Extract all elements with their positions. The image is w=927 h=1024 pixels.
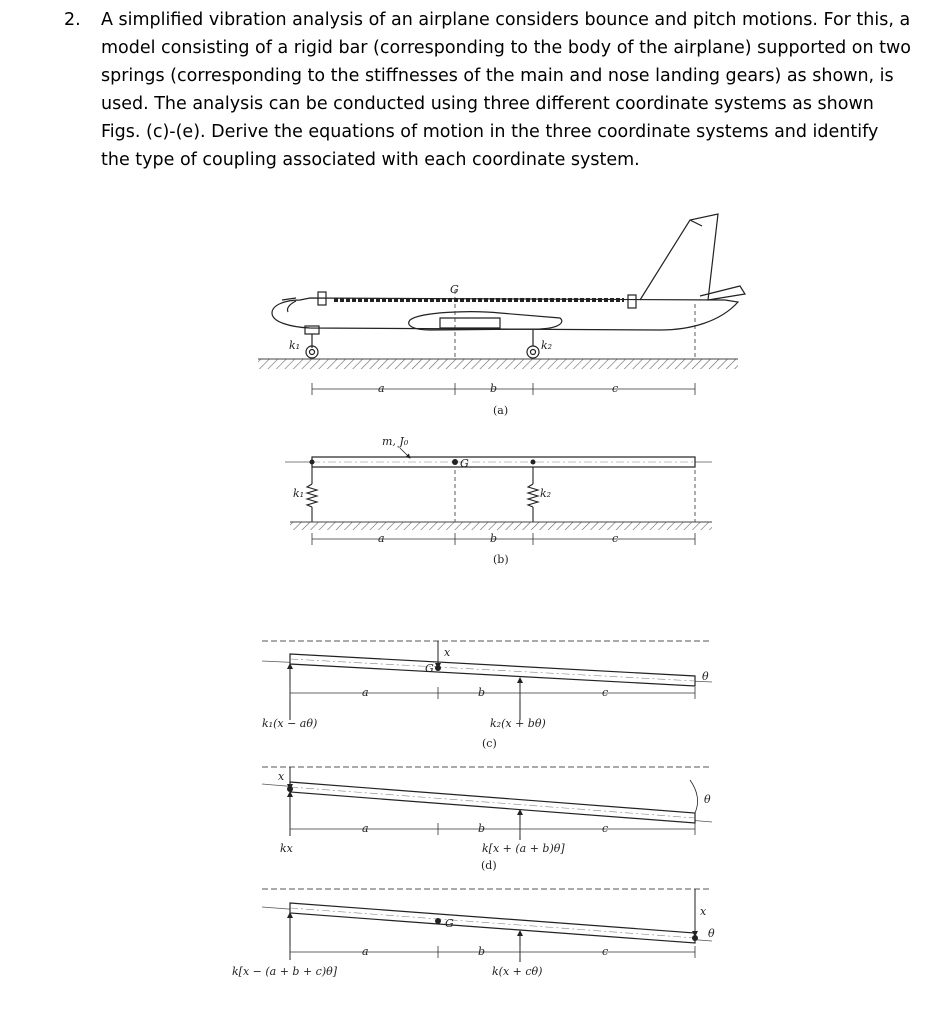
- force-c-left: k₁(x − aθ): [262, 717, 318, 730]
- spring-k2: [528, 460, 538, 522]
- label-d-x: x: [278, 770, 285, 783]
- label-b-k1: k₁: [293, 487, 305, 500]
- dim-e-b: b: [478, 945, 486, 958]
- label-d-theta: θ: [704, 793, 711, 806]
- force-e-left: k[x − (a + b + c)θ]: [232, 965, 338, 978]
- dim-c-a: a: [362, 686, 369, 699]
- dim-a-a: a: [378, 382, 385, 395]
- dim-d-c: c: [602, 822, 609, 835]
- dim-d-b: b: [478, 822, 486, 835]
- caption-d: (d): [481, 859, 497, 872]
- label-e-G: G: [445, 917, 454, 930]
- label-a-k2: k₂: [541, 339, 553, 352]
- label-a-G: G: [450, 283, 459, 296]
- label-a-k1: k₁: [289, 339, 301, 352]
- label-c-theta: θ: [702, 670, 709, 683]
- dimension-a: [312, 383, 695, 395]
- force-e-right: k(x + cθ): [492, 965, 543, 978]
- dim-d-a: a: [362, 822, 369, 835]
- ground-a: [258, 359, 738, 369]
- dimension-b: [312, 533, 695, 545]
- dim-b-b: b: [490, 532, 498, 545]
- dimension-d: [290, 823, 695, 835]
- label-c-x: x: [444, 646, 451, 659]
- dim-b-a: a: [378, 532, 385, 545]
- label-e-theta: θ: [708, 927, 715, 940]
- label-b-G: G: [460, 457, 469, 470]
- figure-a: [258, 214, 745, 417]
- main-gear: [527, 330, 539, 358]
- label-c-G: G: [425, 662, 434, 675]
- label-e-x: x: [700, 905, 707, 918]
- nose-gear: [305, 326, 319, 358]
- caption-a: (a): [493, 404, 509, 417]
- dim-c-c: c: [602, 686, 609, 699]
- dim-a-b: b: [490, 382, 498, 395]
- dimension-e: [290, 946, 695, 958]
- dim-e-c: c: [602, 945, 609, 958]
- problem-number: 2.: [64, 10, 81, 30]
- airplane-drawing: [272, 214, 745, 330]
- caption-c: (c): [482, 737, 497, 750]
- dim-e-a: a: [362, 945, 369, 958]
- figure-e: [232, 889, 715, 978]
- ground-b: [290, 522, 712, 530]
- label-b-k2: k₂: [540, 487, 552, 500]
- problem-text: A simplified vibration analysis of an airplane considers bounce and pitch motions. For this, a model consisting of a rigid bar (corresponding to the body of the airplane) supported on two springs (corresponding to the stiffnesses of the main and nose landing gears) as shown, is used. The analysis can be conducted using three different coordinate systems as shown Figs. (c)-(e). Derive the equations of motion in the three coordinate systems and identify the type of coupling associated with each coordinate system.: [101, 10, 911, 170]
- figure-c: [262, 641, 712, 750]
- dim-b-c: c: [612, 532, 619, 545]
- dim-a-c: c: [612, 382, 619, 395]
- force-d-right: k[x + (a + b)θ]: [482, 842, 565, 855]
- label-b-mass: m, J₀: [382, 435, 409, 448]
- force-d-left: kx: [280, 842, 293, 855]
- spring-k1: [307, 460, 317, 522]
- dim-c-b: b: [478, 686, 486, 699]
- caption-b: (b): [493, 553, 509, 566]
- dimension-c: [290, 687, 695, 699]
- figure-b: [285, 435, 712, 566]
- rigid-bar-c: [290, 654, 695, 686]
- figure-d: [262, 767, 712, 872]
- force-c-right: k₂(x + bθ): [490, 717, 546, 730]
